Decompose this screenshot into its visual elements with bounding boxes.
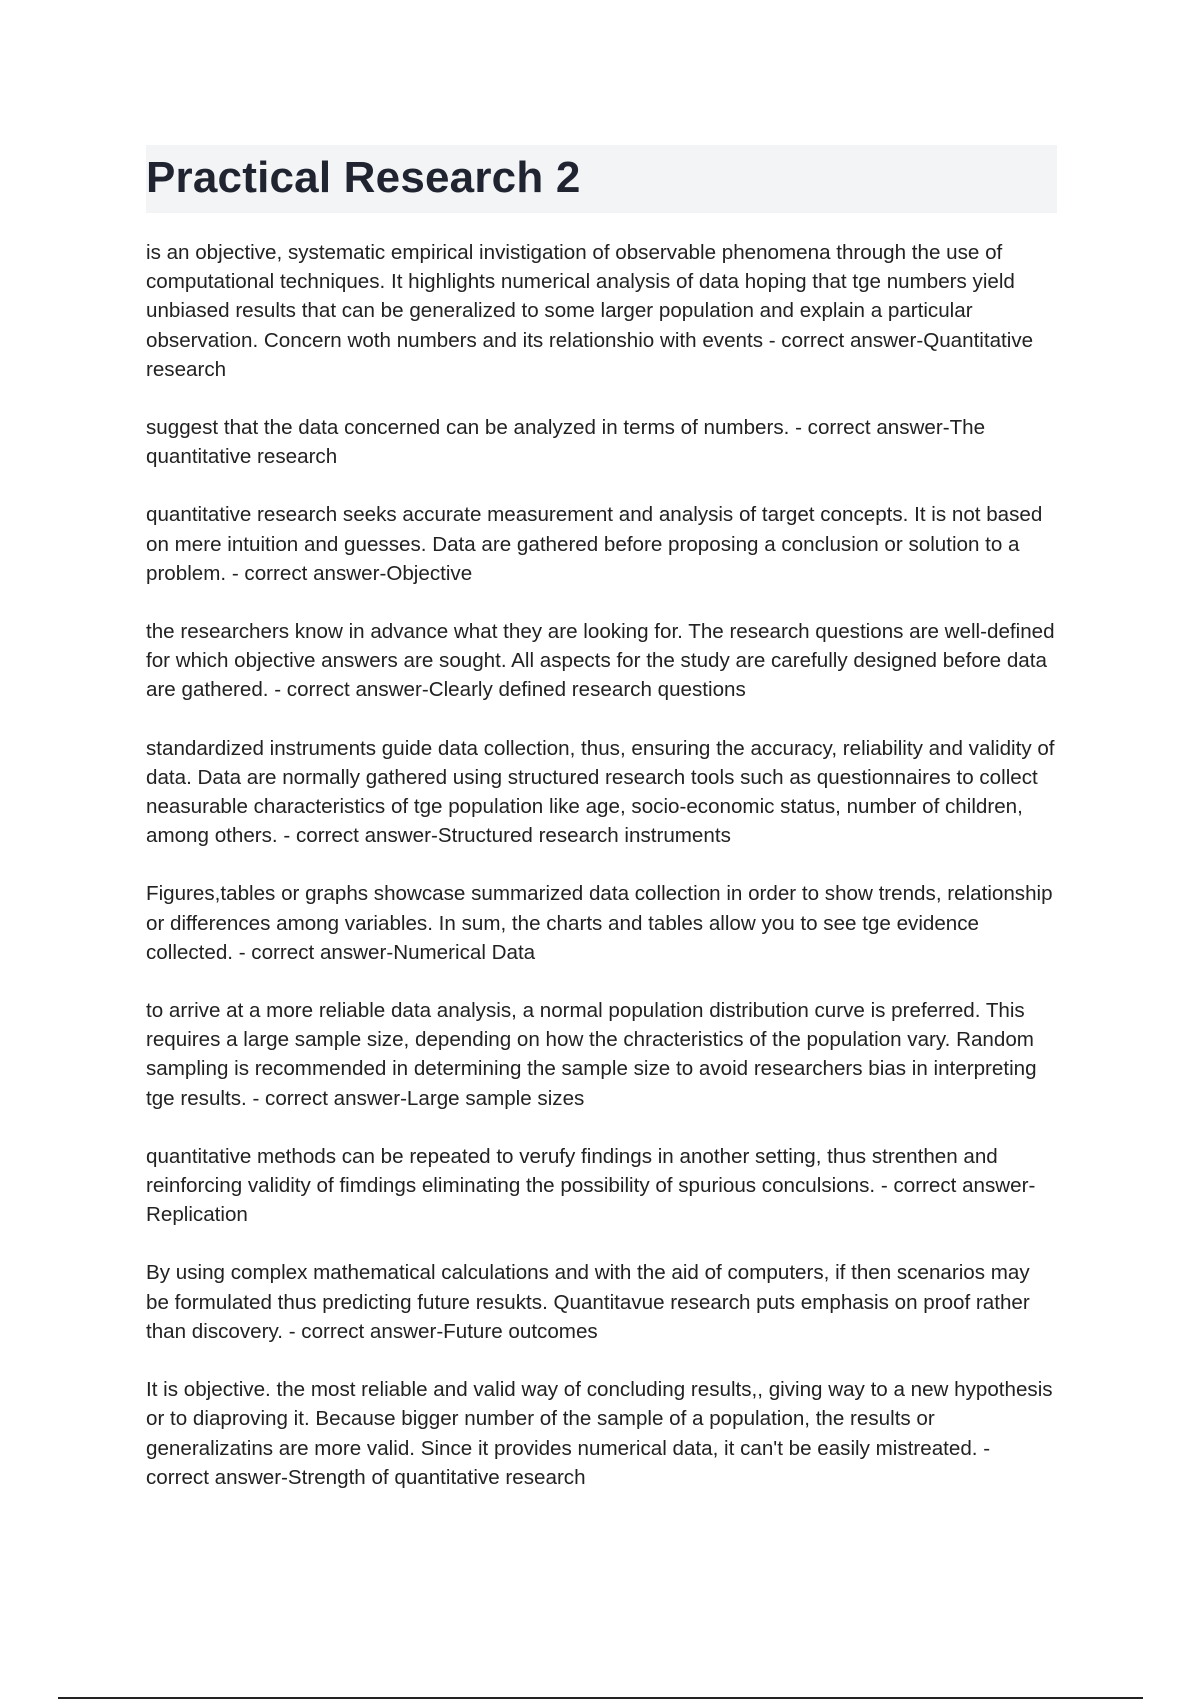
flashcard-entry: Figures,tables or graphs showcase summarized data collection in order to show trends, relationship or differences among variables. In sum, the charts and tables allow you to see tge evidence collected. - correct answer-Numerical Data: [146, 882, 1053, 964]
title-bar: [146, 145, 1057, 213]
footer-divider: [58, 1697, 1143, 1699]
flashcard-entry: quantitative research seeks accurate measurement and analysis of target concepts. It is not based on mere intuition and guesses. Data are gathered before proposing a conclusion or solution to a problem. - correct answer-Objective: [146, 503, 1043, 585]
flashcard-list: [146, 238, 1058, 1521]
flashcard-entry: suggest that the data concerned can be analyzed in terms of numbers. - correct answer-The quantitative research: [146, 416, 986, 469]
flashcard-entry: the researchers know in advance what they are looking for. The research questions are well-defined for which objective answers are sought. All aspects for the study are carefully designed before data are gathered. - correct answer-Clearly defined research questions: [146, 620, 1055, 702]
page-title: Practical Research 2: [146, 153, 581, 202]
flashcard-entry: to arrive at a more reliable data analysis, a normal population distribution curve is preferred. This requires a large sample size, depending on how the chracteristics of the population vary. Random sampling is recommended in determining the sample size to avoid researchers bias in interpreting tge results. - correct answer-Large sample sizes: [146, 999, 1037, 1110]
flashcard-entry: quantitative methods can be repeated to verufy findings in another setting, thus strenthen and reinforcing validity of fimdings eliminating the possibility of spurious conculsions. - correct answer-Replication: [146, 1144, 1036, 1227]
flashcard-entry: is an objective, systematic empirical invistigation of observable phenomena through the use of computational techniques. It highlights numerical analysis of data hoping that tge numbers yield unbiased results that can be generalized to some larger population and explain a particular observation. Concern woth numbers and its relationshio with events - correct answer-Quantitative research: [146, 241, 1034, 381]
flashcard-entry: By using complex mathematical calculations and with the aid of computers, if then scenarios may be formulated thus predicting future resukts. Quantitavue research puts emphasis on proof rather than discovery. - correct answer-Future outcomes: [146, 1261, 1030, 1343]
flashcard-entry: It is objective. the most reliable and valid way of concluding results,, giving way to a new hypothesis or to diaproving it. Because bigger number of the sample of a population, the results or generalizatins are more valid. Since it provides numerical data, it can't be easily mistreated. - correct answer-Strength of quantitative research: [146, 1378, 1053, 1489]
flashcard-entry: standardized instruments guide data collection, thus, ensuring the accuracy, reliability and validity of data. Data are normally gathered using structured research tools such as questionnaires to collect neasurable characteristics of tge population like age, socio-economic status, number of children, among others. - correct answer-Structured research instruments: [146, 736, 1055, 848]
